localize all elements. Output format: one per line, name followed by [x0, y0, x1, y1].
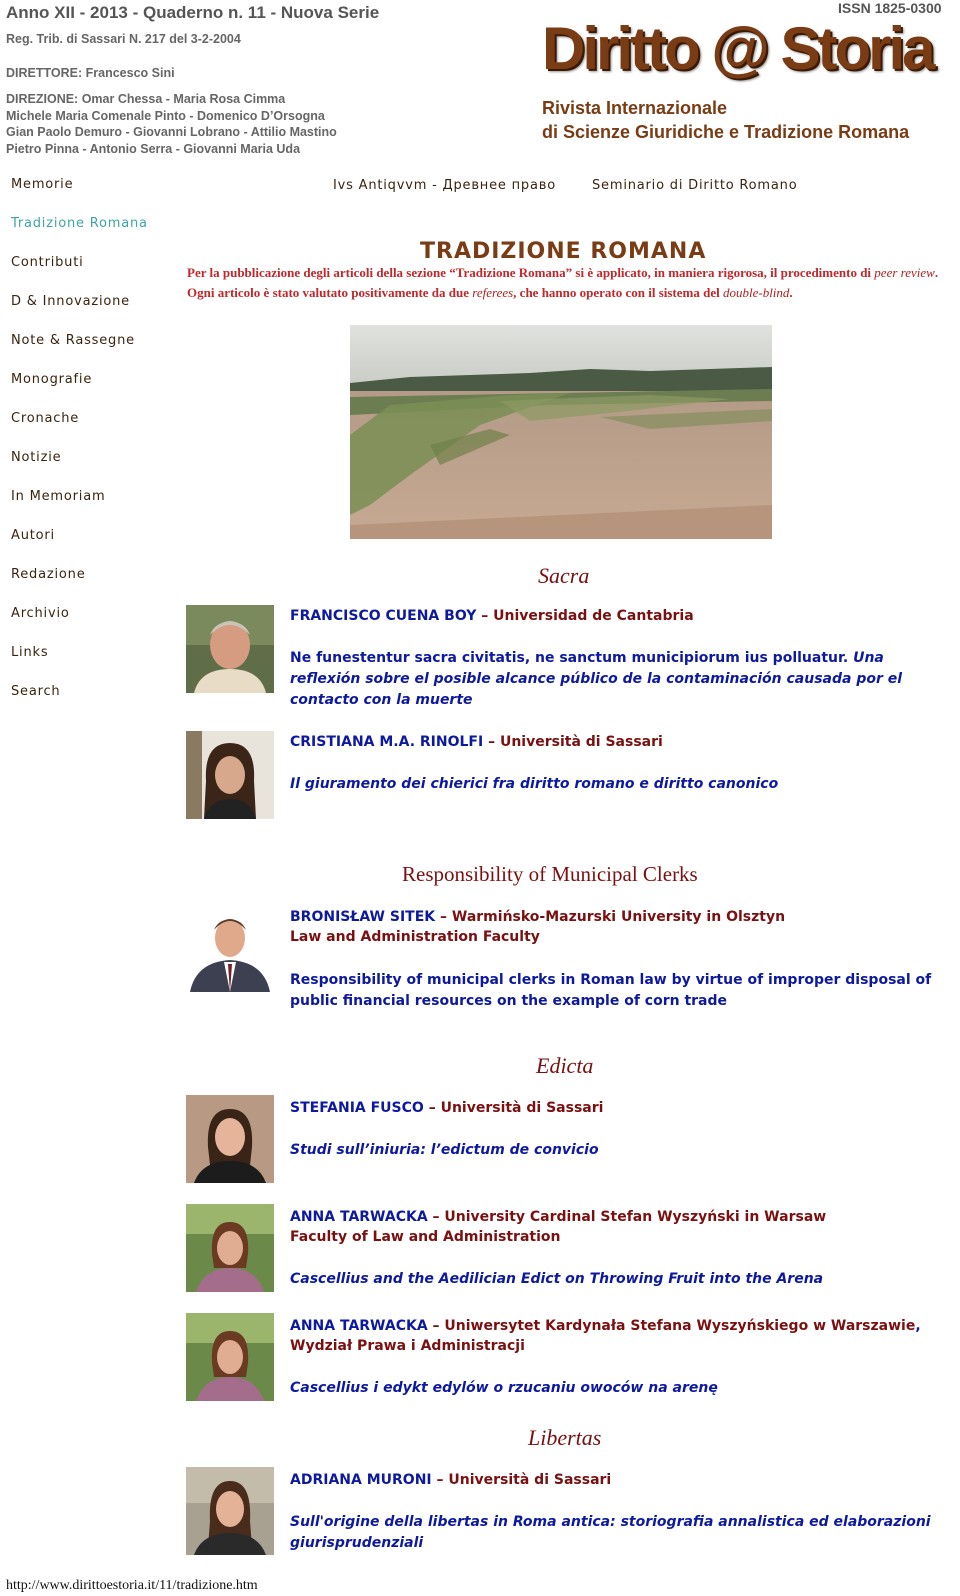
author-affiliation-comma: , [915, 1318, 921, 1334]
peer-text-italic: double-blind [722, 285, 790, 300]
author-photo-rinolfi [186, 731, 274, 819]
article-title-italic: Una reflexión sobre el posible alcance público de la contaminación causada por el contacto con la muerte [290, 650, 903, 708]
author-affiliation: – Università di Sassari [431, 1472, 612, 1488]
author-affiliation-2: Faculty of Law and Administration [290, 1229, 561, 1245]
article-title-italic: Sull'origine della libertas in Roma antica: storiografia annalistica ed elaborazioni giurisprudenziali [290, 1514, 931, 1551]
article-link-rinolfi[interactable] [290, 774, 942, 795]
peer-text: . [789, 285, 793, 300]
article-title-italic: Cascellius and the Aedilician Edict on Throwing Fruit into the Arena [290, 1271, 824, 1287]
direction-line: Gian Paolo Demuro - Giovanni Lobrano - Attilio Mastino [6, 125, 337, 139]
article-author-cuena [290, 606, 940, 626]
article-author-sitek [290, 907, 940, 947]
article-link-tarwacka-2[interactable] [290, 1378, 942, 1399]
nav-ius-antiquum[interactable]: Ivs Antiqvvm - Древнее право [333, 178, 556, 193]
section-title: TRADIZIONE ROMANA [420, 239, 707, 264]
article-author-fusco [290, 1098, 940, 1118]
category-heading-libertas: Libertas [528, 1425, 602, 1450]
author-photo-cuena [186, 605, 274, 693]
sidebar-item-in-memoriam[interactable]: In Memoriam [11, 489, 106, 504]
sidebar-item-search[interactable]: Search [11, 684, 61, 699]
author-name: BRONISŁAW SITEK [290, 909, 436, 925]
issue-line: Anno XII - 2013 - Quaderno n. 11 - Nuova Serie [6, 3, 380, 22]
article-title: Ne funestentur sacra civitatis, ne sanctum municipiorum ius polluatur. [290, 650, 849, 666]
sidebar-item-autori[interactable]: Autori [11, 528, 55, 543]
sidebar-item-tradizione-romana[interactable]: Tradizione Romana [11, 216, 148, 231]
article-title-italic: Studi sull’iniuria: l’edictum de convicio [290, 1142, 599, 1158]
direction-line: Pietro Pinna - Antonio Serra - Giovanni Maria Uda [6, 141, 301, 156]
author-name: ADRIANA MURONI [290, 1472, 432, 1488]
author-affiliation: – Warmińsko-Mazurski University in Olsztyn [435, 909, 786, 925]
direction-board [6, 91, 337, 157]
section-banner-image [350, 325, 772, 539]
author-name: STEFANIA FUSCO [290, 1100, 424, 1116]
sidebar-item-note-rassegne[interactable]: Note & Rassegne [11, 333, 135, 348]
peer-text-italic: referees [472, 285, 514, 300]
author-affiliation-2: Law and Administration Faculty [290, 929, 540, 945]
author-affiliation: – Universidad de Cantabria [476, 608, 694, 624]
direction-line: DIREZIONE: Omar Chessa - Maria Rosa Cimma [6, 92, 286, 106]
sidebar-item-d-innovazione[interactable]: D & Innovazione [11, 294, 130, 309]
subtitle-line: Rivista Internazionale [542, 98, 728, 118]
sidebar-item-redazione[interactable]: Redazione [11, 567, 86, 582]
category-heading-responsibility: Responsibility of Municipal Clerks [402, 862, 698, 886]
author-affiliation: – Università di Sassari [483, 734, 663, 750]
sidebar-item-archivio[interactable]: Archivio [11, 606, 70, 621]
sidebar-item-links[interactable]: Links [11, 645, 49, 660]
author-photo-fusco [186, 1095, 274, 1183]
article-link-tarwacka-1[interactable] [290, 1269, 942, 1290]
article-author-rinolfi [290, 732, 940, 752]
peer-review-notice [187, 263, 941, 303]
peer-text: Per la pubblicazione degli articoli della sezione “Tradizione Romana” si è applicato, in maniera rigorosa, il procedimento di [187, 265, 875, 280]
sidebar-item-contributi[interactable]: Contributi [11, 255, 84, 270]
author-name: ANNA TARWACKA [290, 1318, 428, 1334]
article-link-muroni[interactable] [290, 1512, 942, 1554]
peer-text-italic: peer review [874, 265, 935, 280]
article-link-cuena[interactable] [290, 648, 942, 711]
author-affiliation-2: Wydział Prawa i Administracji [290, 1338, 525, 1354]
article-link-fusco[interactable] [290, 1140, 942, 1161]
peer-text: . Ogni articolo è stato valutato positivamente da due [187, 265, 939, 300]
issn: ISSN 1825-0300 [838, 0, 942, 16]
journal-subtitle [542, 96, 909, 144]
nav-seminario[interactable]: Seminario di Diritto Romano [592, 178, 798, 193]
author-name: CRISTIANA M.A. RINOLFI [290, 734, 484, 750]
site-logo[interactable]: Diritto @ Storia [542, 15, 933, 82]
category-heading-sacra: Sacra [538, 563, 590, 588]
sidebar-item-notizie[interactable]: Notizie [11, 450, 62, 465]
article-author-muroni [290, 1470, 940, 1490]
sidebar-item-monografie[interactable]: Monografie [11, 372, 93, 387]
peer-text: , che hanno operato con il sistema del [513, 285, 723, 300]
article-title-italic: Il giuramento dei chierici fra diritto romano e diritto canonico [290, 776, 779, 792]
direction-line: Michele Maria Comenale Pinto - Domenico D’Orsogna [6, 108, 325, 123]
author-photo-sitek [186, 904, 274, 992]
author-name: ANNA TARWACKA [290, 1209, 428, 1225]
author-photo-muroni [186, 1467, 274, 1555]
article-link-sitek[interactable] [290, 970, 942, 1012]
page-url: http://www.dirittoestoria.it/11/tradizione.htm [6, 1578, 258, 1593]
author-affiliation: – Uniwersytet Kardynała Stefana Wyszyńskiego w Warszawie [427, 1318, 916, 1334]
sidebar-item-memorie[interactable]: Memorie [11, 177, 74, 192]
director-line: DIRETTORE: Francesco Sini [6, 66, 175, 80]
author-photo-tarwacka-1 [186, 1204, 274, 1292]
article-author-tarwacka-1 [290, 1207, 940, 1247]
registration-line: Reg. Trib. di Sassari N. 217 del 3-2-2004 [6, 32, 241, 46]
author-affiliation: – University Cardinal Stefan Wyszyński in Warsaw [427, 1209, 827, 1225]
article-author-tarwacka-2 [290, 1316, 940, 1356]
author-photo-tarwacka-2 [186, 1313, 274, 1401]
category-heading-edicta: Edicta [536, 1053, 594, 1078]
article-title: Responsibility of municipal clerks in Roman law by virtue of improper disposal of public financial resources on the example of corn trade [290, 972, 932, 1009]
subtitle-line: di Scienze Giuridiche e Tradizione Romana [542, 122, 910, 142]
author-name: FRANCISCO CUENA BOY [290, 608, 477, 624]
article-title-italic: Cascellius i edykt edylów o rzucaniu owoców na arenę [290, 1380, 718, 1396]
author-affiliation: – Università di Sassari [423, 1100, 604, 1116]
sidebar-item-cronache[interactable]: Cronache [11, 411, 80, 426]
